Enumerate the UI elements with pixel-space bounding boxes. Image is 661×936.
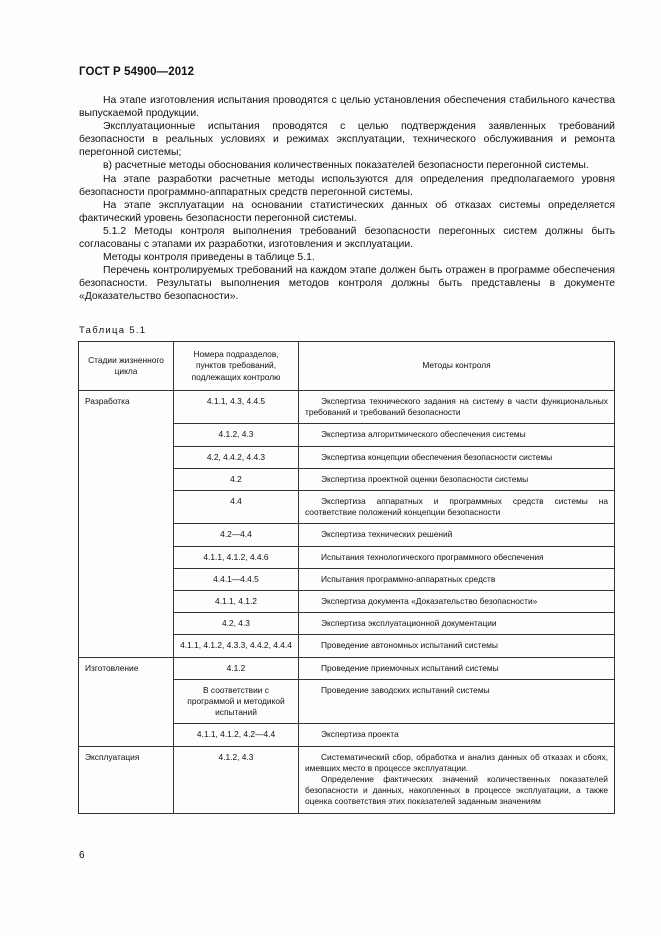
table-row (79, 746, 615, 813)
header-methods: Методы контроля (299, 342, 615, 391)
clause-cell: 4.1.2, 4.3 (174, 746, 299, 813)
body-text (79, 94, 615, 304)
stage-cell: Разработка (79, 391, 174, 658)
method-cell (299, 568, 615, 590)
clause-cell: 4.2, 4.3 (174, 613, 299, 635)
method-text: Определение фактических значений количественных показателей безопасности и данных, накопленных в процессе эксплуатации, а также оценка соответствия этих показателей заданным значениям (305, 774, 608, 807)
method-cell (299, 657, 615, 679)
paragraph: 5.1.2 Методы контроля выполнения требований безопасности перегонных систем должны быть согласованы с этапами их разработки, изготовления и эксплуатации. (79, 225, 615, 251)
method-text: Экспертиза эксплуатационной документации (321, 618, 497, 629)
table-row (79, 391, 615, 424)
clause-cell: 4.1.1, 4.1.2, 4.2—4.4 (174, 724, 299, 746)
method-cell (299, 446, 615, 468)
table-row (79, 657, 615, 679)
method-text: Проведение заводских испытаний системы (321, 684, 490, 695)
method-text: Экспертиза проектной оценки безопасности системы (321, 473, 529, 484)
clause-cell: В соответствии с программой и методикой испытаний (174, 679, 299, 724)
method-cell (299, 746, 615, 813)
paragraph: в) расчетные методы обоснования количественных показателей безопасности перегонной системы. (103, 160, 589, 172)
method-text: Испытания программно-аппаратных средств (321, 573, 496, 584)
method-text: Экспертиза проекта (321, 729, 399, 740)
method-cell (299, 591, 615, 613)
method-text: Экспертиза алгоритмического обеспечения системы (321, 429, 526, 440)
stage-cell: Эксплуатация (79, 746, 174, 813)
method-text: Проведение приемочных испытаний системы (321, 662, 499, 673)
method-text: Проведение автономных испытаний системы (321, 640, 498, 651)
clause-cell: 4.2—4.4 (174, 524, 299, 546)
method-text: Экспертиза технического задания на систему в части функциональных требований и требований безопасности (305, 396, 608, 418)
header-clauses: Номера подразделов, пунктов требований, подлежащих контролю (174, 342, 299, 391)
clause-cell: 4.2 (174, 468, 299, 490)
paragraph: Эксплуатационные испытания проводятся с целью подтверждения заявленных требований безопасности в реальных условиях и режимах эксплуатации, технического обслуживания и ремонта перегонной системы; (79, 121, 615, 159)
method-text: Экспертиза документа «Доказательство безопасности» (321, 596, 538, 607)
clause-cell: 4.4 (174, 491, 299, 524)
methods-table (78, 341, 615, 814)
method-cell (299, 391, 615, 424)
stage-cell: Изготовление (79, 657, 174, 746)
method-cell (299, 468, 615, 490)
page-number: 6 (79, 850, 85, 861)
method-text: Экспертиза технических решений (321, 529, 453, 540)
clause-cell: 4.4.1—4.4.5 (174, 568, 299, 590)
method-text: Экспертиза аппаратных и программных средств системы на соответствие положений концепции безопасности (305, 496, 608, 518)
paragraph: Методы контроля приведены в таблице 5.1. (103, 252, 315, 264)
table-caption: Таблица 5.1 (79, 325, 147, 336)
clause-cell: 4.1.1, 4.1.2, 4.4.6 (174, 546, 299, 568)
method-cell (299, 546, 615, 568)
method-text: Испытания технологического программного обеспечения (321, 551, 544, 562)
clause-cell: 4.1.2 (174, 657, 299, 679)
paragraph: Перечень контролируемых требований на каждом этапе должен быть отражен в программе обеспечения безопасности. Результаты выполнения методов контроля должны быть представлены в документе «Доказательство безопасности». (79, 265, 615, 303)
header-stage: Стадии жизненного цикла (79, 342, 174, 391)
method-cell (299, 724, 615, 746)
method-cell (299, 524, 615, 546)
paragraph: На этапе разработки расчетные методы используются для определения предполагаемого уровня безопасности программно-аппаратных средств перегонной системы. (79, 173, 615, 198)
method-text: Систематический сбор, обработка и анализ данных об отказах и сбоях, имевших место в процессе эксплуатации. (305, 751, 608, 773)
method-cell (299, 424, 615, 446)
method-text: Экспертиза концепции обеспечения безопасности системы (321, 451, 553, 462)
clause-cell: 4.2, 4.4.2, 4.4.3 (174, 446, 299, 468)
clause-cell: 4.1.1, 4.3, 4.4.5 (174, 391, 299, 424)
table-header-row (79, 342, 615, 391)
paragraph: На этапе эксплуатации на основании статистических данных об отказах системы определяется фактический уровень безопасности перегонной системы. (79, 199, 615, 224)
method-cell (299, 635, 615, 657)
paragraph: На этапе изготовления испытания проводятся с целью установления обеспечения стабильного качества выпускаемой продукции. (79, 95, 615, 120)
method-cell (299, 613, 615, 635)
clause-cell: 4.1.1, 4.1.2 (174, 591, 299, 613)
method-cell (299, 679, 615, 724)
clause-cell: 4.1.2, 4.3 (174, 424, 299, 446)
clause-cell: 4.1.1, 4.1.2, 4.3.3, 4.4.2, 4.4.4 (174, 635, 299, 657)
document-header: ГОСТ Р 54900—2012 (79, 66, 195, 78)
method-cell (299, 491, 615, 524)
